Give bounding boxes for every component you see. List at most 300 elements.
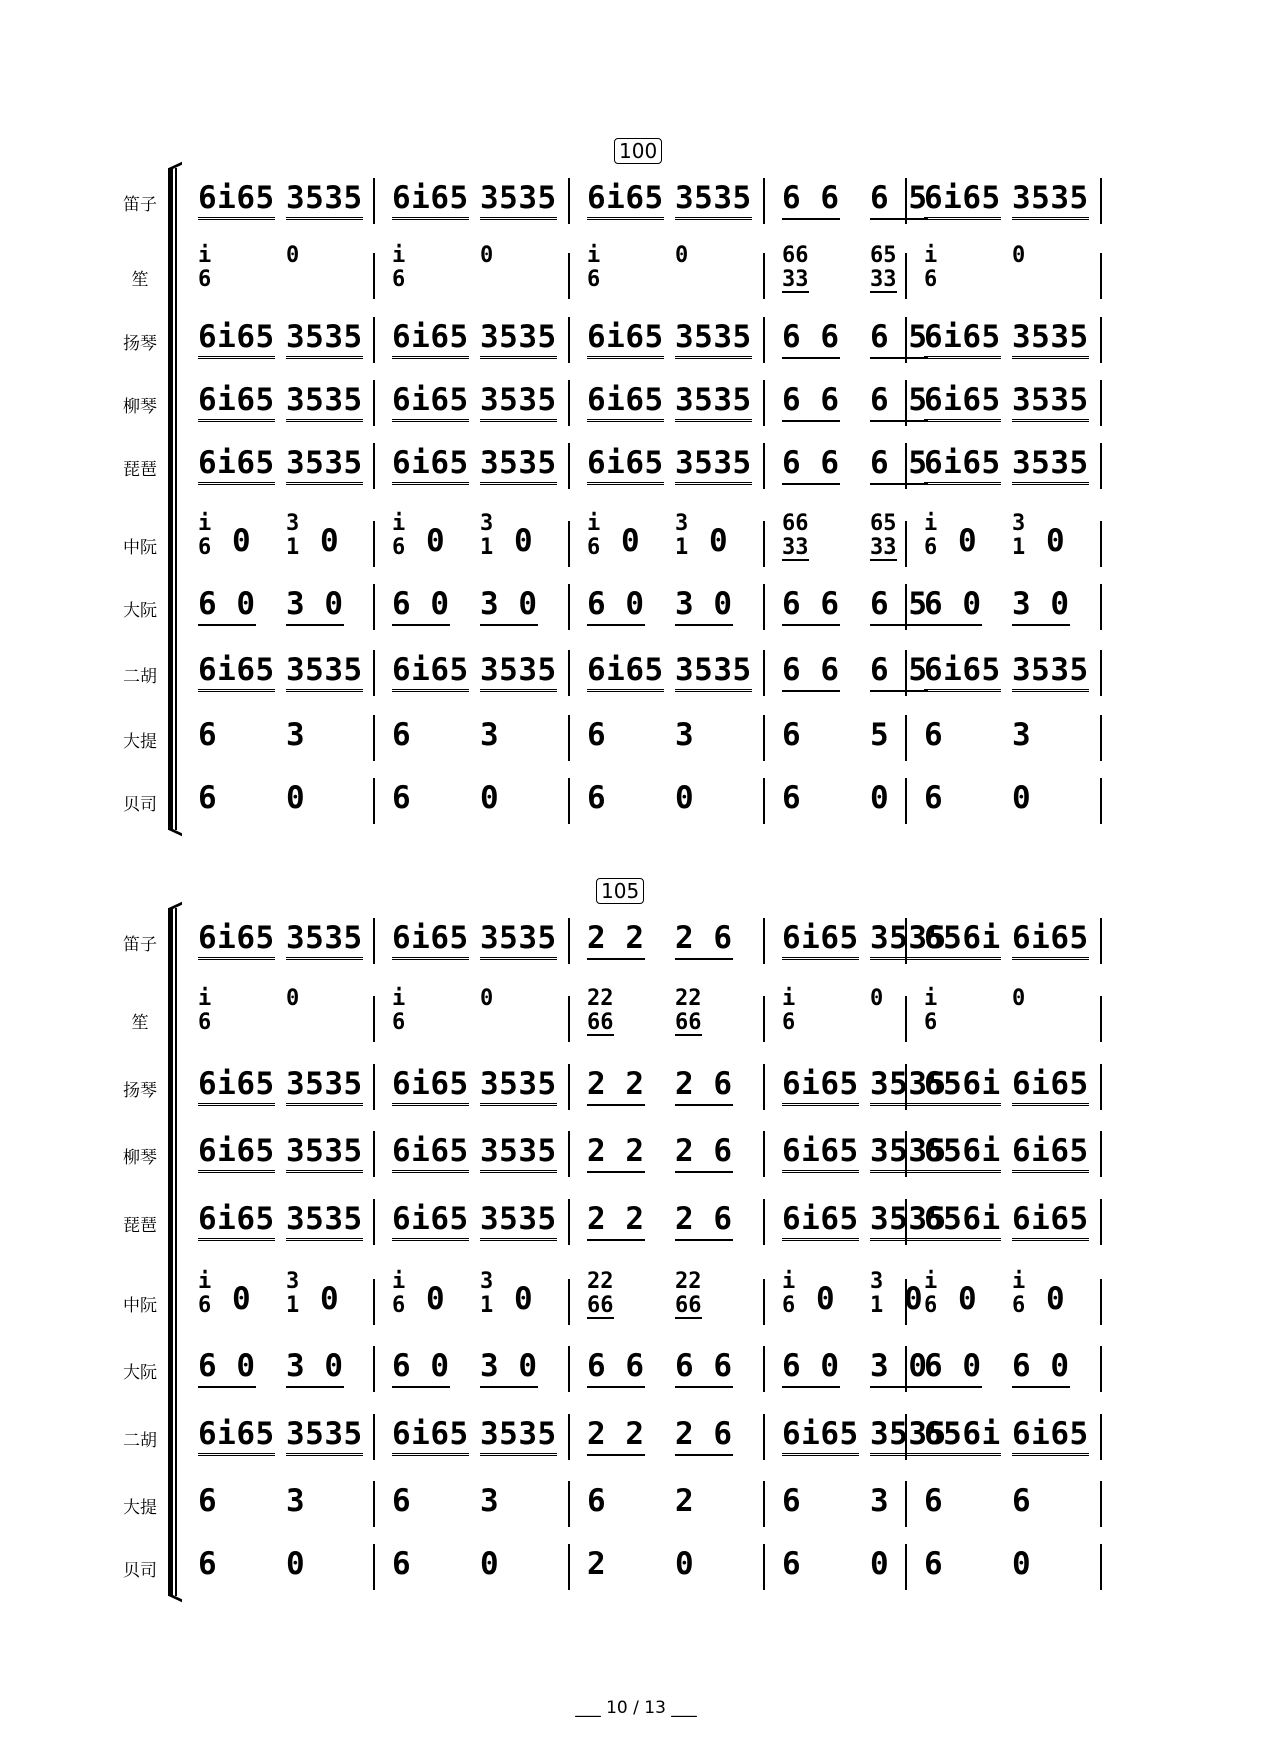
chord-lower: 1	[286, 535, 300, 560]
note-group: 6i65	[782, 1416, 859, 1456]
chord-upper: i	[392, 243, 406, 268]
barline	[905, 778, 907, 824]
barline	[1100, 1131, 1102, 1177]
chord-lower: 1	[286, 1293, 300, 1318]
note-group: 6 0	[924, 1348, 982, 1388]
barline	[763, 253, 765, 299]
barline	[373, 918, 375, 964]
barline	[373, 521, 375, 567]
barline	[763, 778, 765, 824]
note-group: 3 0	[675, 586, 733, 626]
chord-lower: 6	[198, 1293, 212, 1318]
note-group: 0	[286, 1546, 306, 1582]
note-group: 2 2	[587, 920, 645, 960]
note-group: 6i65	[587, 382, 664, 422]
note-group: 3535	[870, 1066, 947, 1106]
rest: 0	[426, 1281, 446, 1317]
chord-stack	[392, 988, 405, 1034]
note-group: 0	[1012, 780, 1032, 816]
note-group: 3535	[480, 1133, 557, 1173]
chord-stack	[675, 1271, 702, 1319]
chord-upper: i	[924, 243, 938, 268]
barline	[1100, 1481, 1102, 1527]
barline	[905, 253, 907, 299]
barline	[568, 178, 570, 224]
barline	[373, 650, 375, 696]
chord-upper: i	[392, 511, 406, 536]
chord-lower: 6	[392, 1010, 406, 1035]
instrument-label: 笙	[131, 1013, 149, 1033]
chord-lower: 66	[587, 1010, 614, 1035]
barline	[568, 1544, 570, 1590]
note-group: 3535	[286, 180, 363, 220]
note-group: 3 0	[286, 586, 344, 626]
barline	[763, 715, 765, 761]
note-group: 6i65	[392, 1416, 469, 1456]
note-group: 2	[675, 1483, 695, 1519]
chord-lower: 6	[782, 1293, 796, 1318]
chord-upper: i	[198, 986, 212, 1011]
chord-lower: 66	[675, 1293, 702, 1318]
rest: 0	[320, 1281, 340, 1317]
chord-upper: i	[198, 1269, 212, 1294]
note-group: 6	[924, 1546, 944, 1582]
note-group: 6i65	[198, 920, 275, 960]
barline	[763, 1064, 765, 1110]
note-group: 6	[392, 1483, 412, 1519]
note-group: 6i65	[782, 1066, 859, 1106]
chord-stack	[392, 1271, 405, 1317]
chord-stack	[480, 245, 493, 269]
chord-upper: i	[198, 243, 212, 268]
barline	[568, 521, 570, 567]
system-bracket-line	[175, 908, 177, 1596]
note-group: 3535	[286, 1416, 363, 1456]
note-group: 3	[870, 1483, 890, 1519]
instrument-label: 大阮	[123, 1363, 157, 1383]
chord-upper: 3	[480, 1269, 494, 1294]
chord-upper: 66	[782, 243, 809, 268]
system-bracket	[168, 168, 173, 830]
note-group: 2 2	[587, 1066, 645, 1106]
rest: 0	[621, 523, 641, 559]
note-group: 3535	[286, 1133, 363, 1173]
barline	[568, 1346, 570, 1392]
chord-lower: 6	[1012, 1293, 1026, 1318]
note-group: 6i65	[198, 1201, 275, 1241]
chord-stack	[924, 513, 937, 559]
note-group: 6	[392, 717, 412, 753]
note-group: 2 6	[675, 1066, 733, 1106]
note-group: 6 6	[782, 445, 840, 485]
note-group: 6 0	[392, 1348, 450, 1388]
note-group: 3535	[286, 1201, 363, 1241]
barline	[905, 1481, 907, 1527]
note-group: 0	[286, 780, 306, 816]
chord-stack	[782, 1271, 795, 1317]
note-group: 6 0	[198, 586, 256, 626]
chord-stack	[870, 988, 883, 1012]
barline	[373, 715, 375, 761]
chord-upper: i	[587, 243, 601, 268]
chord-upper: 0	[675, 243, 689, 268]
system-bracket	[168, 908, 173, 1596]
barline	[1100, 918, 1102, 964]
note-group: 6i65	[198, 319, 275, 359]
note-group: 6	[924, 717, 944, 753]
barline	[763, 650, 765, 696]
rest: 0	[816, 1281, 836, 1317]
note-group: 6	[392, 1546, 412, 1582]
note-group: 6i65	[924, 445, 1001, 485]
note-group: 0	[1012, 1546, 1032, 1582]
note-group: 2	[587, 1546, 607, 1582]
barline	[1100, 1414, 1102, 1460]
note-group: 6	[198, 1546, 218, 1582]
chord-upper: 65	[870, 511, 897, 536]
chord-stack	[924, 988, 937, 1034]
barline	[373, 584, 375, 630]
barline	[373, 317, 375, 363]
barline	[1100, 1199, 1102, 1245]
note-group: 6	[924, 780, 944, 816]
barline	[763, 918, 765, 964]
barline	[568, 1064, 570, 1110]
barline	[905, 1544, 907, 1590]
chord-lower: 33	[782, 267, 809, 292]
note-group: 6	[198, 1483, 218, 1519]
note-group: 6i65	[587, 319, 664, 359]
rest: 0	[1046, 1281, 1066, 1317]
note-group: 0	[480, 1546, 500, 1582]
note-group: 6i65	[198, 1416, 275, 1456]
chord-stack	[480, 988, 493, 1012]
note-group: 3	[1012, 717, 1032, 753]
barline	[373, 443, 375, 489]
chord-lower: 1	[675, 535, 689, 560]
note-group: 6	[782, 1483, 802, 1519]
note-group: 6	[782, 717, 802, 753]
note-group: 6 6	[782, 382, 840, 422]
note-group: 6i65	[924, 652, 1001, 692]
note-group: 6	[198, 780, 218, 816]
rest: 0	[904, 1281, 924, 1317]
note-group: 6i65	[392, 445, 469, 485]
note-group: 3535	[286, 445, 363, 485]
note-group: 3535	[286, 1066, 363, 1106]
note-group: 6i65	[198, 1133, 275, 1173]
chord-stack	[1012, 988, 1025, 1012]
note-group: 3 0	[480, 1348, 538, 1388]
barline	[1100, 521, 1102, 567]
chord-stack	[392, 245, 405, 291]
chord-upper: i	[924, 511, 938, 536]
note-group: 6 5	[870, 652, 928, 692]
chord-stack	[870, 245, 897, 293]
chord-stack	[286, 1271, 299, 1317]
note-group: 5	[870, 717, 890, 753]
chord-stack	[675, 245, 688, 269]
barline	[568, 715, 570, 761]
note-group: 6i65	[392, 1133, 469, 1173]
note-group: 6i65	[1012, 1416, 1089, 1456]
note-group: 6i65	[1012, 920, 1089, 960]
note-group: 6i65	[924, 180, 1001, 220]
note-group: 2 6	[675, 920, 733, 960]
chord-upper: 0	[286, 986, 300, 1011]
note-group: 6i65	[198, 382, 275, 422]
barline	[568, 253, 570, 299]
chord-lower: 1	[1012, 535, 1026, 560]
barline	[763, 380, 765, 426]
note-group: 3535	[1012, 180, 1089, 220]
note-group: 2 2	[587, 1416, 645, 1456]
chord-stack	[1012, 245, 1025, 269]
note-group: 6i65	[587, 445, 664, 485]
note-group: 6 0	[782, 1348, 840, 1388]
note-group: 6i65	[392, 1066, 469, 1106]
note-group: 3535	[675, 180, 752, 220]
note-group: 6 6	[587, 1348, 645, 1388]
note-group: 6i65	[782, 1201, 859, 1241]
note-group: 3535	[480, 445, 557, 485]
chord-stack	[392, 513, 405, 559]
instrument-label: 笙	[131, 270, 149, 290]
barline	[373, 1346, 375, 1392]
chord-lower: 1	[870, 1293, 884, 1318]
chord-upper: 0	[870, 986, 884, 1011]
barline	[373, 1279, 375, 1325]
barline	[568, 1131, 570, 1177]
barline	[568, 1199, 570, 1245]
note-group: 3535	[286, 652, 363, 692]
instrument-label: 中阮	[123, 1296, 157, 1316]
chord-lower: 6	[198, 267, 212, 292]
note-group: 6 5	[870, 180, 928, 220]
note-group: 0	[675, 780, 695, 816]
note-group: 656i	[924, 1066, 1001, 1106]
barline	[1100, 996, 1102, 1042]
note-group: 3535	[480, 1066, 557, 1106]
note-group: 6 0	[587, 586, 645, 626]
chord-upper: 3	[286, 511, 300, 536]
barline	[905, 521, 907, 567]
note-group: 6	[587, 780, 607, 816]
note-group: 6i65	[392, 920, 469, 960]
rest: 0	[958, 1281, 978, 1317]
note-group: 6 0	[1012, 1348, 1070, 1388]
barline	[1100, 1279, 1102, 1325]
note-group: 3535	[480, 319, 557, 359]
rest: 0	[320, 523, 340, 559]
note-group: 3535	[480, 1201, 557, 1241]
note-group: 6 6	[675, 1348, 733, 1388]
barline	[373, 1064, 375, 1110]
chord-lower: 6	[924, 535, 938, 560]
note-group: 3535	[480, 180, 557, 220]
barline	[568, 650, 570, 696]
note-group: 3535	[870, 920, 947, 960]
chord-stack	[870, 513, 897, 561]
barline	[1100, 1544, 1102, 1590]
chord-upper: i	[392, 986, 406, 1011]
barline	[373, 778, 375, 824]
note-group: 3535	[480, 920, 557, 960]
barline	[1100, 380, 1102, 426]
note-group: 656i	[924, 1133, 1001, 1173]
chord-lower: 1	[480, 535, 494, 560]
rest: 0	[514, 523, 534, 559]
rehearsal-mark: 100	[614, 138, 662, 164]
barline	[373, 1199, 375, 1245]
barline	[568, 918, 570, 964]
instrument-label: 扬琴	[123, 334, 157, 354]
chord-stack	[782, 513, 809, 561]
barline	[568, 996, 570, 1042]
barline	[763, 1131, 765, 1177]
chord-lower: 6	[392, 267, 406, 292]
note-group: 6 0	[392, 586, 450, 626]
rest: 0	[1046, 523, 1066, 559]
barline	[373, 1131, 375, 1177]
note-group: 0	[480, 780, 500, 816]
chord-stack	[675, 513, 688, 559]
barline	[568, 778, 570, 824]
chord-stack	[924, 1271, 937, 1317]
note-group: 6	[782, 1546, 802, 1582]
instrument-label: 二胡	[123, 1431, 157, 1451]
barline	[763, 317, 765, 363]
barline	[763, 1279, 765, 1325]
barline	[763, 521, 765, 567]
note-group: 3 0	[1012, 586, 1070, 626]
note-group: 6i65	[782, 1133, 859, 1173]
note-group: 2 6	[675, 1133, 733, 1173]
barline	[373, 1544, 375, 1590]
note-group: 3535	[286, 319, 363, 359]
note-group: 3535	[480, 1416, 557, 1456]
note-group: 6i65	[392, 319, 469, 359]
rest: 0	[232, 1281, 252, 1317]
note-group: 6i65	[587, 652, 664, 692]
barline	[373, 178, 375, 224]
note-group: 3535	[675, 652, 752, 692]
note-group: 6	[924, 1483, 944, 1519]
note-group: 3535	[1012, 382, 1089, 422]
chord-upper: 0	[480, 243, 494, 268]
chord-lower: 1	[480, 1293, 494, 1318]
note-group: 6 5	[870, 382, 928, 422]
chord-lower: 6	[587, 267, 601, 292]
chord-upper: 3	[1012, 511, 1026, 536]
chord-upper: 65	[870, 243, 897, 268]
note-group: 6 5	[870, 319, 928, 359]
note-group: 3535	[1012, 445, 1089, 485]
note-group: 3535	[675, 445, 752, 485]
chord-lower: 33	[870, 535, 897, 560]
instrument-label: 笛子	[123, 935, 157, 955]
chord-stack	[924, 245, 937, 291]
note-group: 6i65	[1012, 1133, 1089, 1173]
note-group: 2 2	[587, 1133, 645, 1173]
note-group: 6	[392, 780, 412, 816]
chord-stack	[782, 245, 809, 293]
barline	[763, 443, 765, 489]
chord-upper: 0	[286, 243, 300, 268]
barline	[373, 1414, 375, 1460]
chord-upper: i	[782, 986, 796, 1011]
chord-upper: 3	[870, 1269, 884, 1294]
barline	[373, 996, 375, 1042]
barline	[763, 178, 765, 224]
chord-lower: 6	[924, 1293, 938, 1318]
barline	[1100, 443, 1102, 489]
note-group: 3	[675, 717, 695, 753]
note-group: 3	[286, 717, 306, 753]
chord-upper: 22	[587, 1269, 614, 1294]
instrument-label: 琵琶	[123, 1216, 157, 1236]
system-bracket-line	[175, 168, 177, 830]
note-group: 6	[587, 717, 607, 753]
chord-stack	[1012, 513, 1025, 559]
chord-stack	[587, 1271, 614, 1319]
note-group: 6 0	[924, 586, 982, 626]
note-group: 656i	[924, 1416, 1001, 1456]
note-group: 6i65	[782, 920, 859, 960]
instrument-label: 柳琴	[123, 1148, 157, 1168]
note-group: 6	[782, 780, 802, 816]
note-group: 3 0	[480, 586, 538, 626]
note-group: 6 6	[782, 652, 840, 692]
chord-upper: i	[392, 1269, 406, 1294]
note-group: 6 5	[870, 586, 928, 626]
instrument-label: 柳琴	[123, 397, 157, 417]
note-group: 6i65	[198, 1066, 275, 1106]
barline	[763, 1199, 765, 1245]
instrument-label: 中阮	[123, 538, 157, 558]
note-group: 6i65	[392, 1201, 469, 1241]
barline	[905, 996, 907, 1042]
note-group: 3535	[870, 1133, 947, 1173]
chord-upper: 3	[480, 511, 494, 536]
note-group: 0	[870, 780, 890, 816]
chord-lower: 33	[870, 267, 897, 292]
instrument-label: 扬琴	[123, 1081, 157, 1101]
rest: 0	[709, 523, 729, 559]
barline	[373, 1481, 375, 1527]
note-group: 3535	[286, 382, 363, 422]
chord-lower: 6	[587, 535, 601, 560]
note-group: 0	[675, 1546, 695, 1582]
chord-lower: 6	[924, 1010, 938, 1035]
note-group: 3535	[480, 382, 557, 422]
note-group: 3535	[1012, 319, 1089, 359]
chord-stack	[1012, 1271, 1025, 1317]
note-group: 2 6	[675, 1201, 733, 1241]
note-group: 6 6	[782, 180, 840, 220]
barline	[568, 1414, 570, 1460]
note-group: 6i65	[924, 319, 1001, 359]
chord-upper: i	[1012, 1269, 1026, 1294]
barline	[373, 380, 375, 426]
chord-upper: 3	[286, 1269, 300, 1294]
note-group: 3535	[870, 1416, 947, 1456]
chord-upper: i	[198, 511, 212, 536]
chord-upper: 0	[480, 986, 494, 1011]
instrument-label: 大提	[123, 1498, 157, 1518]
note-group: 6	[587, 1483, 607, 1519]
chord-upper: 22	[587, 986, 614, 1011]
